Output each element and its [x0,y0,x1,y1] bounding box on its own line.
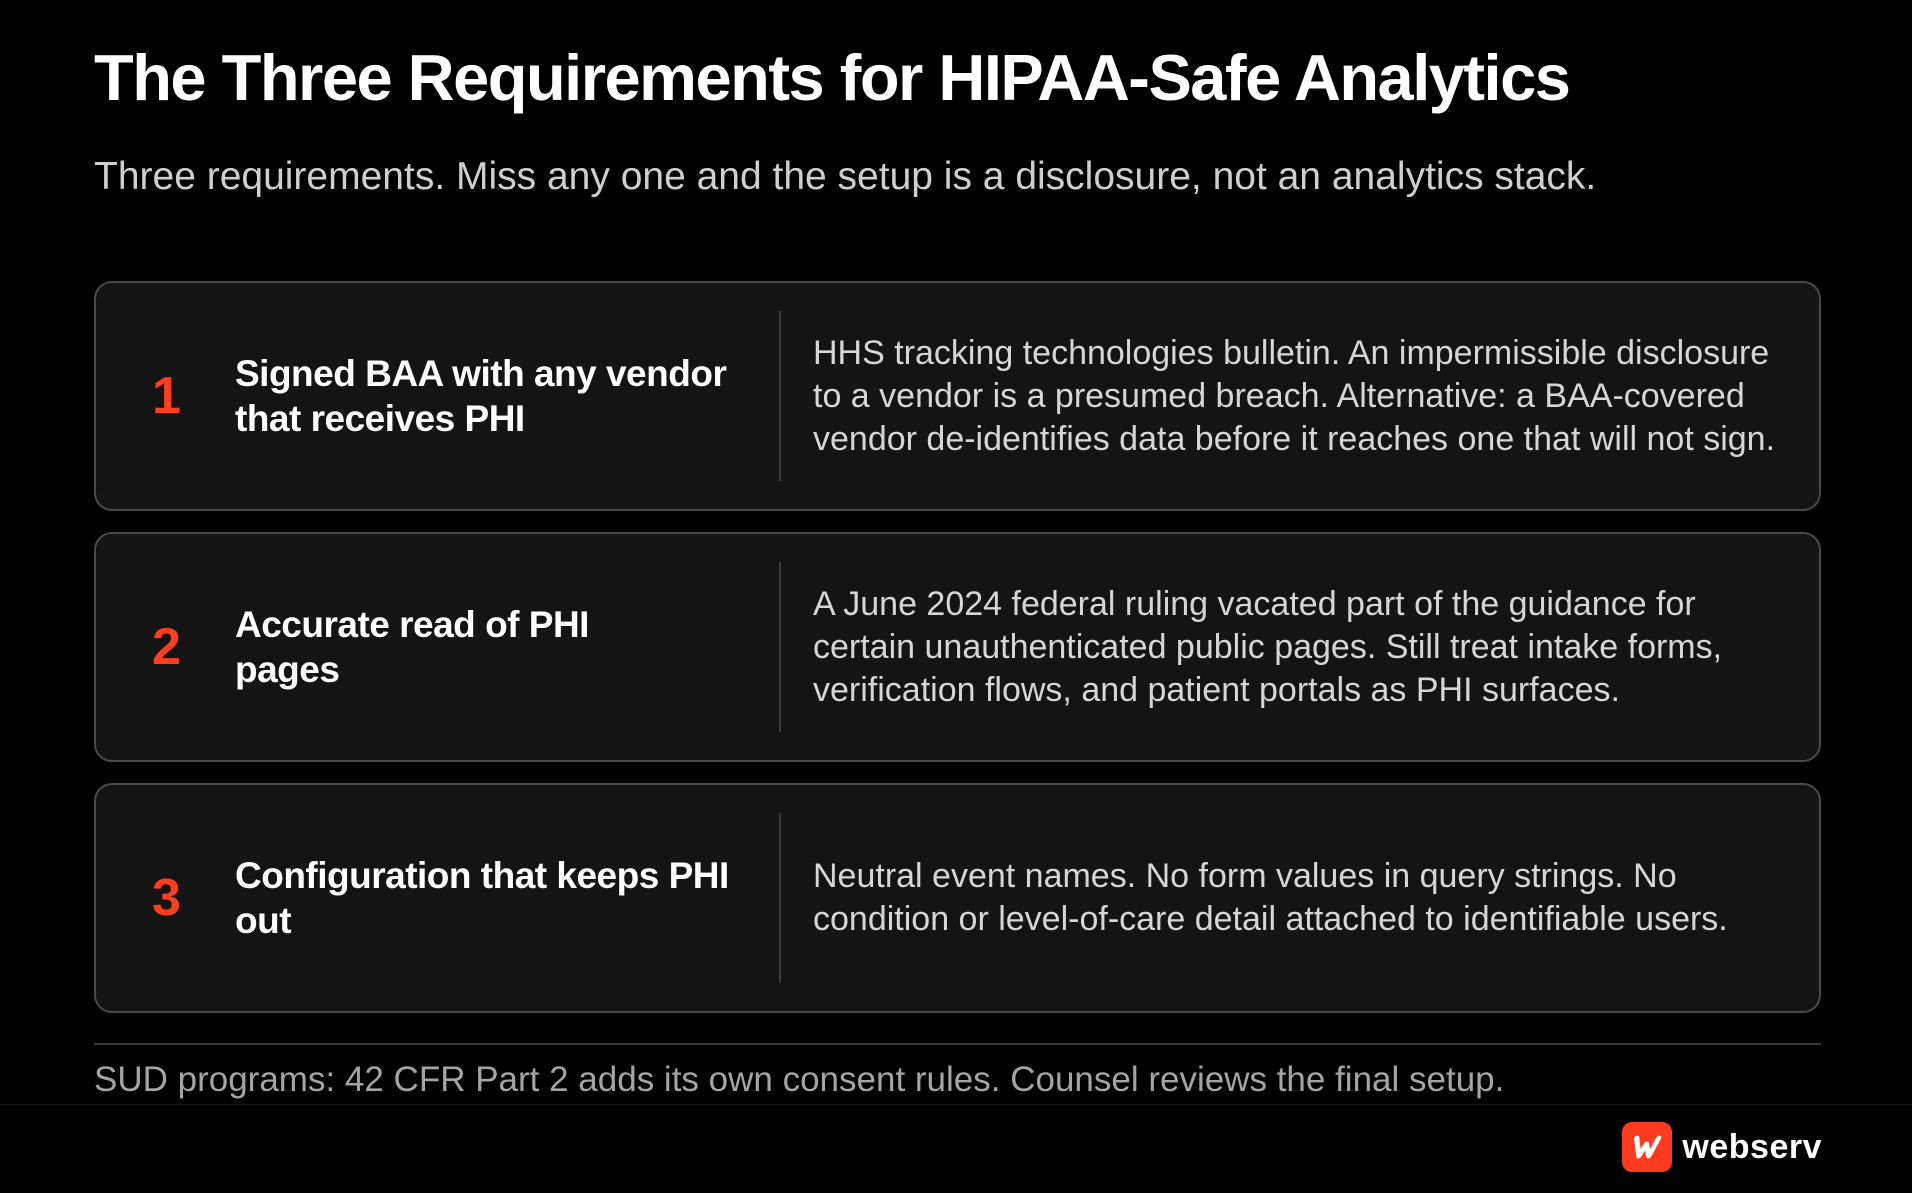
page-subtitle: Three requirements. Miss any one and the setup is a disclosure, not an analytics stack. [94,155,1597,198]
requirement-description: A June 2024 federal ruling vacated part of the guidance for certain unauthenticated public pages. Still treat intake forms, verification flows, and patient portals as PHI surfaces. [813,584,1723,709]
footnote: SUD programs: 42 CFR Part 2 adds its own consent rules. Counsel reviews the final setup. [94,1060,1505,1099]
requirement-title: Accurate read of PHI pages [235,604,589,690]
requirement-title: Configuration that keeps PHI out [235,855,729,941]
card-divider [779,813,781,983]
requirement-number: 3 [152,869,181,927]
requirement-number: 2 [152,618,181,676]
requirement-description: Neutral event names. No form values in query strings. No condition or level-of-care detail attached to identifiable users. [813,857,1728,938]
brand-logo [1622,1122,1822,1172]
requirement-description: HHS tracking technologies bulletin. An impermissible disclosure to a vendor is a presumed breach. Alternative: a BAA-covered vendor de-identifies data before it reaches one that will not sign. [813,333,1776,458]
footer-rule [94,1043,1821,1045]
card-divider [779,562,781,732]
page-title: The Three Requirements for HIPAA-Safe Analytics [94,41,1570,114]
brand-name: webserv [1682,1127,1822,1166]
requirement-card-1 [94,281,1821,511]
requirement-title: Signed BAA with any vendor that receives PHI [235,353,727,439]
requirements-list [94,281,1821,1034]
webserv-logo-icon [1622,1122,1672,1172]
requirement-number: 1 [152,367,181,425]
requirement-card-3 [94,783,1821,1013]
card-divider [779,311,781,481]
requirement-card-2 [94,532,1821,762]
